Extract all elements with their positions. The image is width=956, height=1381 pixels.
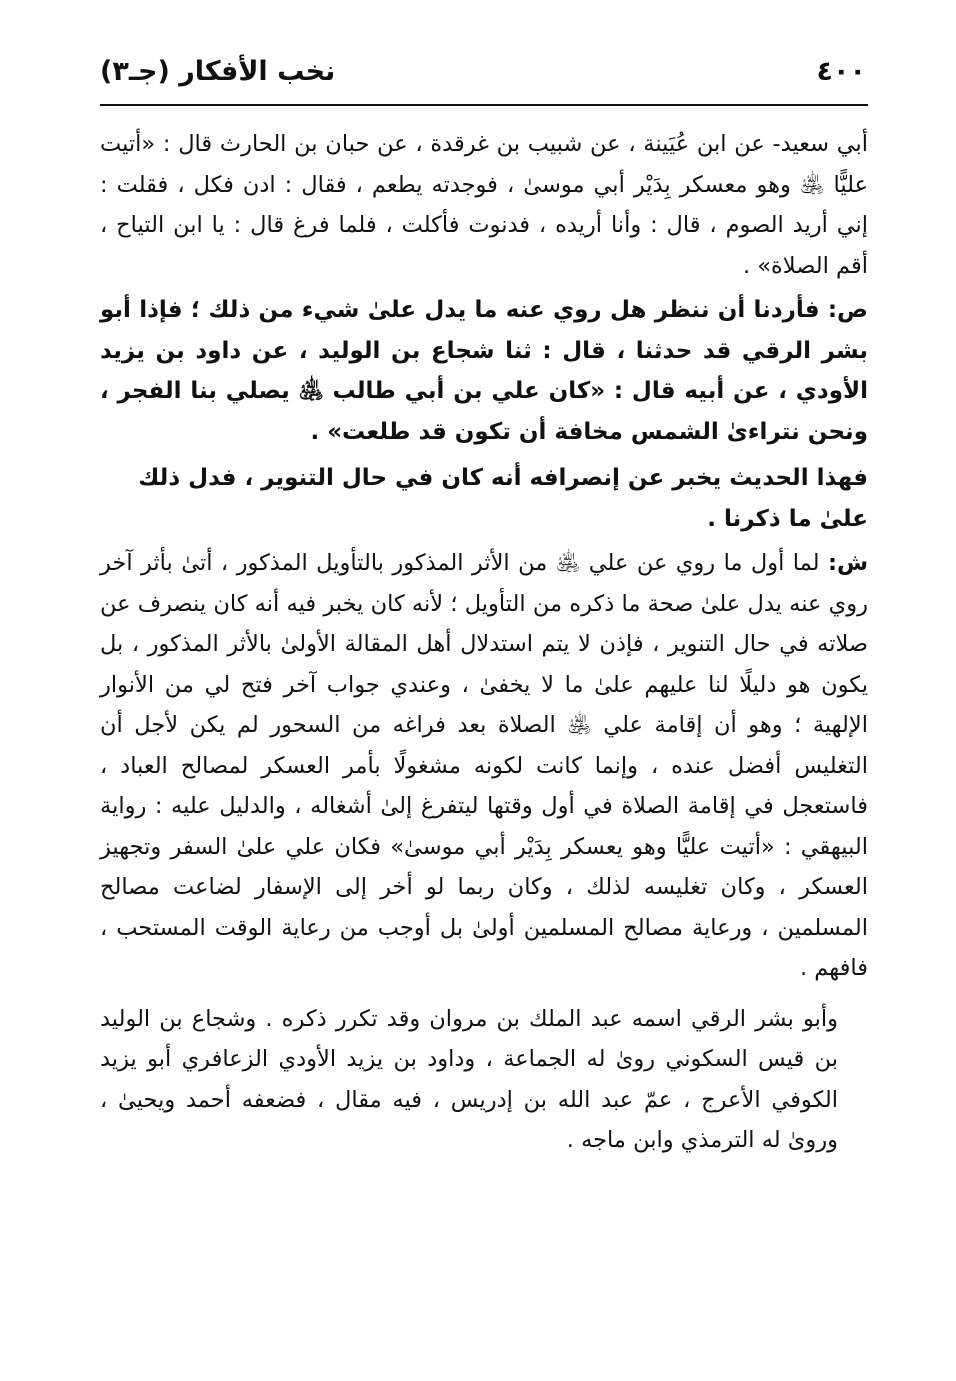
- page-header: [100, 48, 868, 106]
- sharh-marker: ش:: [827, 550, 868, 576]
- page-number: ٤٠٠: [816, 56, 866, 87]
- paragraph-hadith-continuation: أبي سعيد- عن ابن عُيَينة ، عن شبيب بن غرقدة ، عن حبان بن الحارث قال : «أتيت عليًّا ﵁ وهو معسكر بِدَيْر أبي موسىٰ ، فوجدته يطعم ، فقال : ادن فكل ، فقلت : إني أريد الصوم ، قال : وأنا أريده ، فدنوت فأكلت ، فلما فرغ قال : يا ابن التياح ، أقم الصلاة» .: [100, 131, 868, 279]
- book-page: [100, 48, 868, 1161]
- paragraph-sad-conclusion: فهذا الحديث يخبر عن إنصرافه أنه كان في حال التنوير ، فدل ذلك علىٰ ما ذكرنا .: [138, 465, 868, 532]
- running-title: نخب الأفكار (جـ٣): [100, 56, 336, 87]
- paragraph-narrators-notes: وأبو بشر الرقي اسمه عبد الملك بن مروان وقد تكرر ذكره . وشجاع بن الوليد بن قيس السكوني روىٰ له الجماعة ، وداود بن يزيد الأودي الزعافري أبو يزيد الكوفي الأعرج ، عمّ عبد الله بن إدريس ، فيه مقال ، فضعفه أحمد ويحيىٰ ، وروىٰ له الترمذي وابن ماجه .: [100, 1005, 838, 1153]
- paragraph-sharh-commentary: [100, 543, 868, 989]
- paragraph-sad-text: ص: فأردنا أن ننظر هل روي عنه ما يدل علىٰ شيء من ذلك ؛ فإذا أبو بشر الرقي قد حدثنا ، قال : ثنا شجاع بن الوليد ، عن داود بن يزيد الأودي ، عن أبيه قال : «كان علي بن أبي طالب ﵁ يصلي بنا الفجر ، ونحن نتراءىٰ الشمس مخافة أن تكون قد طلعت» .: [100, 297, 868, 445]
- sharh-text: لما أول ما روي عن علي ﵁ من الأثر المذكور بالتأويل المذكور ، أتىٰ بأثر آخر روي عنه يدل علىٰ صحة ما ذكره من التأويل ؛ لأنه كان يخبر فيه أنه كان ينصرف عن صلاته في حال التنوير ، فإذن لا يتم استدلال أهل المقالة الأولىٰ بالأثر المذكور ، بل يكون هو دليلًا لنا عليهم علىٰ ما لا يخفىٰ ، وعندي جواب آخر فتح لي من الأنوار الإلهية ؛ وهو أن إقامة علي ﵁ الصلاة بعد فراغه من السحور لم يكن لأجل أن التغليس أفضل عنده ، وإنما كانت لكونه مشغولًا بأمر العسكر لمصالح العباد ، فاستعجل في إقامة الصلاة في أول وقتها ليتفرغ إلىٰ أشغاله ، والدليل عليه : رواية البيهقي : «أتيت عليًّا وهو يعسكر بِدَيْر أبي موسىٰ» فكان علي علىٰ السفر وتجهيز العسكر ، وكان تغليسه لذلك ، وكان ربما لو أخر إلى الإسفار لضاعت مصالح المسلمين ، ورعاية مصالح المسلمين أولىٰ بل أوجب من رعاية الوقت المستحب ، فافهم .: [100, 550, 868, 981]
